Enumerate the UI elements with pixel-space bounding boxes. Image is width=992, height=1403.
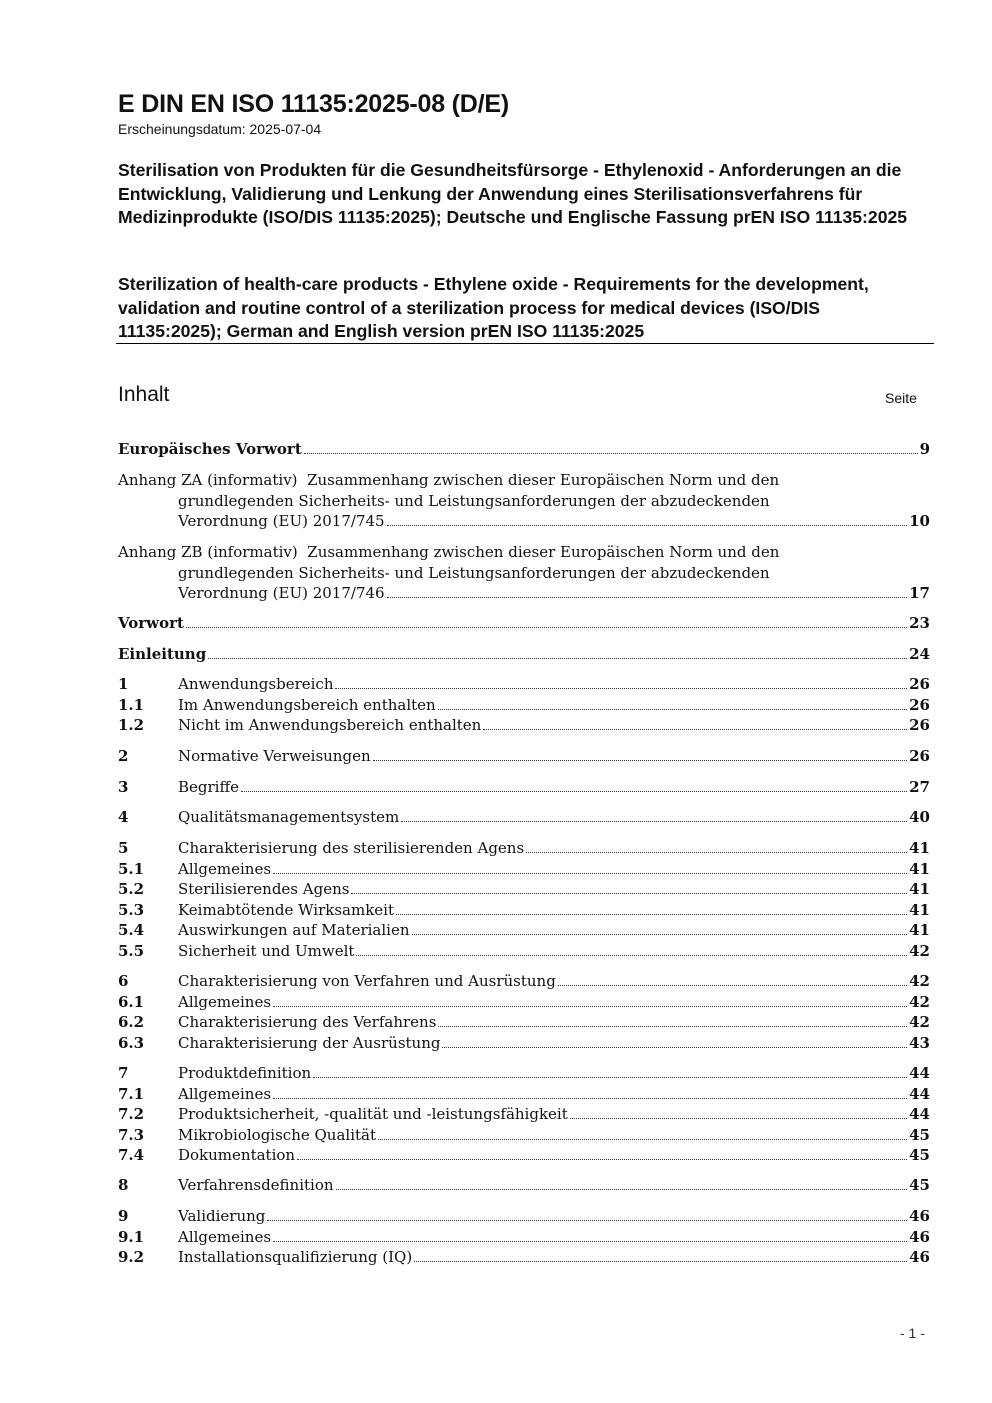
toc-entry-section[interactable] [118, 1175, 930, 1196]
toc-entry-title: Installationsqualifizierung (IQ) [178, 1248, 413, 1266]
toc-entry-title: Charakterisierung des sterilisierenden Agens [178, 839, 525, 857]
toc-section-number: 5.2 [118, 880, 145, 898]
toc-leader-dots [442, 1047, 907, 1048]
toc-entry-title: Allgemeines [178, 1227, 272, 1246]
toc-section-number: 6.1 [118, 992, 145, 1011]
toc-entry-page: 42 [909, 992, 930, 1011]
toc-leader-dots [570, 1118, 907, 1119]
toc-section-number: 7.4 [118, 1146, 145, 1164]
document-id: E DIN EN ISO 11135:2025-08 (D/E) [118, 90, 510, 118]
toc-entry-section[interactable] [118, 715, 930, 736]
toc-entry-page: 26 [909, 716, 930, 734]
toc-annex-title-line: Verordnung (EU) 2017/745 [178, 512, 385, 530]
toc-entry-foreword[interactable] [118, 613, 930, 634]
toc-entry-page: 23 [909, 614, 930, 632]
toc-entry-title: Anwendungsbereich [178, 675, 334, 693]
toc-entry-page: 45 [909, 1176, 930, 1194]
toc-entry-page: 44 [909, 1105, 930, 1123]
toc-page-label: Seite [885, 390, 917, 406]
toc-leader-dots [313, 1077, 907, 1078]
toc-entry-title: Charakterisierung des Verfahrens [178, 1013, 437, 1031]
toc-entry-page: 42 [909, 1013, 930, 1031]
toc-leader-dots [208, 658, 907, 659]
toc-section-number: 9.1 [118, 1227, 145, 1246]
toc-entry-title: Sicherheit und Umwelt [178, 941, 355, 960]
toc-entry-title: Mikrobiologische Qualität [178, 1125, 377, 1144]
toc-section-number: 8 [118, 1176, 129, 1194]
toc-leader-dots [438, 709, 907, 710]
toc-entry-page: 41 [909, 921, 930, 939]
toc-section-number: 5.1 [118, 859, 145, 878]
toc-heading: Inhalt [118, 383, 170, 406]
toc-entry-page: 17 [909, 584, 930, 602]
toc-section-number: 9 [118, 1207, 129, 1225]
toc-entry-page: 10 [909, 512, 930, 530]
toc-leader-dots [414, 1261, 907, 1262]
toc-section-number: 6.3 [118, 1033, 145, 1052]
toc-entry-section[interactable] [118, 971, 930, 992]
toc-annex-title-line: grundlegenden Sicherheits- und Leistungsanforderungen der abzudeckenden [178, 491, 770, 510]
toc-section-number: 7.1 [118, 1084, 145, 1103]
toc-entry-title: Europäisches Vorwort [118, 440, 302, 458]
toc-entry-european-foreword[interactable] [118, 439, 930, 460]
title-german: Sterilisation von Produkten für die Gesundheitsfürsorge - Ethylenoxid - Anforderungen an die Entwicklung, Validierung und Lenkung der Anwendung eines Sterilisationsverfahrens für Medizinprodukte (ISO/DIS 11135:2025); Deutsche und Englische Fassung prEN ISO 11135:2025 [118, 160, 908, 227]
toc-entry-section[interactable] [118, 879, 930, 900]
toc-entry-page: 26 [909, 675, 930, 693]
toc-entry-title: Charakterisierung von Verfahren und Ausrüstung [178, 972, 556, 990]
toc-section-number: 2 [118, 747, 129, 765]
toc-section-number: 5.4 [118, 921, 145, 939]
header-rule [116, 343, 934, 344]
toc-leader-dots [351, 893, 907, 894]
toc-section-number: 1.1 [118, 695, 145, 714]
toc-entry-section[interactable] [118, 674, 930, 695]
toc-leader-dots [387, 525, 908, 526]
toc-entry-annex-zb[interactable] [118, 542, 930, 604]
toc-entry-title: Auswirkungen auf Materialien [178, 921, 410, 939]
toc-entry-section[interactable] [118, 1063, 930, 1084]
toc-entry-page: 44 [909, 1084, 930, 1103]
toc-entry-section[interactable] [118, 1012, 930, 1033]
toc-leader-dots [267, 1220, 907, 1221]
title-english: Sterilization of health-care products - Ethylene oxide - Requirements for the development, validation and routine control of a sterilization process for medical devices (ISO/DIS 11135:2025); German and English version prEN ISO 11135:2025 [118, 274, 869, 341]
toc-entry-title: Produktsicherheit, -qualität und -leistungsfähigkeit [178, 1105, 568, 1123]
toc-entry-section[interactable] [118, 807, 930, 828]
toc-section-number: 9.2 [118, 1248, 145, 1266]
toc-entry-section[interactable] [118, 1145, 930, 1166]
toc-entry-title: Begriffe [178, 778, 240, 796]
publication-date: Erscheinungsdatum: 2025-07-04 [118, 121, 322, 137]
page-number: - 1 - [900, 1325, 925, 1341]
toc-annex-prefix: Anhang ZB (informativ) [118, 543, 298, 561]
toc-section-number: 7 [118, 1064, 129, 1082]
toc-section-number: 5 [118, 839, 129, 857]
toc-leader-dots [401, 821, 907, 822]
toc-leader-dots [387, 597, 908, 598]
toc-section-number: 7.2 [118, 1105, 145, 1123]
toc-section-number: 1 [118, 675, 129, 693]
toc-section-number: 5.3 [118, 900, 145, 919]
toc-section-number: 1.2 [118, 716, 145, 734]
toc-leader-dots [304, 453, 918, 454]
toc-leader-dots [558, 985, 907, 986]
toc-entry-page: 24 [909, 645, 930, 663]
toc-leader-dots [412, 934, 908, 935]
toc-entry-page: 42 [909, 941, 930, 960]
toc-entry-page: 45 [909, 1146, 930, 1164]
toc-entry-introduction[interactable] [118, 644, 930, 665]
toc-entry-title: Qualitätsmanagementsystem [178, 808, 400, 826]
toc-entry-title: Einleitung [118, 645, 207, 663]
toc-entry-section[interactable] [118, 746, 930, 767]
toc-entry-title: Keimabtötende Wirksamkeit [178, 900, 394, 919]
toc-section-number: 7.3 [118, 1125, 145, 1144]
toc-entry-title: Charakterisierung der Ausrüstung [178, 1033, 441, 1052]
toc-entry-page: 41 [909, 900, 930, 919]
toc-leader-dots [526, 852, 907, 853]
toc-entry-page: 27 [909, 778, 930, 796]
toc-entry-section[interactable] [118, 1247, 930, 1268]
toc-entry-title: Im Anwendungsbereich enthalten [178, 695, 436, 714]
toc-entry-section[interactable] [118, 992, 930, 1013]
toc-section-number: 5.5 [118, 941, 145, 960]
toc-leader-dots [356, 955, 907, 956]
toc-entry-page: 43 [909, 1033, 930, 1052]
toc-leader-dots [273, 873, 907, 874]
toc-entry-annex-za[interactable] [118, 470, 930, 532]
toc-entry-section[interactable] [118, 1033, 930, 1054]
toc-entry-title: Nicht im Anwendungsbereich enthalten [178, 716, 482, 734]
toc-entry-section[interactable] [118, 777, 930, 798]
toc-entry-title: Validierung [178, 1207, 266, 1225]
toc-entry-section[interactable] [118, 1084, 930, 1105]
toc-entry-page: 45 [909, 1125, 930, 1144]
toc-leader-dots [336, 1189, 908, 1190]
toc-entry-page: 41 [909, 859, 930, 878]
toc-entry-section[interactable] [118, 900, 930, 921]
toc-entry-page: 41 [909, 839, 930, 857]
toc-entry-section[interactable] [118, 941, 930, 962]
toc-entry-title: Dokumentation [178, 1146, 296, 1164]
toc-entry-page: 46 [909, 1227, 930, 1246]
toc-entry-title: Allgemeines [178, 1084, 272, 1103]
toc-section-number: 3 [118, 778, 129, 796]
toc-leader-dots [335, 688, 907, 689]
toc-entry-title: Verfahrensdefinition [178, 1176, 334, 1194]
toc-entry-title: Allgemeines [178, 859, 272, 878]
toc-leader-dots [273, 1241, 907, 1242]
toc-entry-section[interactable] [118, 859, 930, 880]
toc-leader-dots [273, 1098, 907, 1099]
toc-entry-page: 40 [909, 808, 930, 826]
toc-entry-page: 41 [909, 880, 930, 898]
toc-entry-page: 46 [909, 1207, 930, 1225]
toc-leader-dots [378, 1139, 907, 1140]
toc-entry-page: 26 [909, 747, 930, 765]
toc-entry-section[interactable] [118, 1104, 930, 1125]
toc-annex-title-line: grundlegenden Sicherheits- und Leistungsanforderungen der abzudeckenden [178, 563, 770, 582]
toc-section-number: 6 [118, 972, 129, 990]
toc-entry-page: 44 [909, 1064, 930, 1082]
toc-annex-title-line: Zusammenhang zwischen dieser Europäischen Norm und den [307, 543, 780, 561]
toc-entry-page: 42 [909, 972, 930, 990]
toc-entry-section[interactable] [118, 920, 930, 941]
toc-leader-dots [483, 729, 907, 730]
toc-annex-prefix: Anhang ZA (informativ) [118, 471, 298, 489]
toc-entry-section[interactable] [118, 1227, 930, 1248]
toc-entry-title: Allgemeines [178, 992, 272, 1011]
toc-entry-title: Sterilisierendes Agens [178, 880, 350, 898]
toc-leader-dots [373, 760, 908, 761]
toc-entry-section[interactable] [118, 695, 930, 716]
toc-entry-page: 46 [909, 1248, 930, 1266]
toc-entry-title: Produktdefinition [178, 1064, 312, 1082]
toc-leader-dots [186, 627, 907, 628]
toc-annex-title-line: Verordnung (EU) 2017/746 [178, 584, 385, 602]
toc-annex-title-line: Zusammenhang zwischen dieser Europäischen Norm und den [307, 471, 780, 489]
toc-leader-dots [241, 791, 907, 792]
toc-entry-title: Normative Verweisungen [178, 747, 371, 765]
toc-leader-dots [438, 1026, 907, 1027]
toc-entry-page: 9 [919, 440, 930, 458]
toc-leader-dots [396, 914, 907, 915]
toc-entry-title: Vorwort [118, 614, 184, 632]
toc-leader-dots [273, 1006, 907, 1007]
toc-leader-dots [297, 1159, 907, 1160]
toc-entry-page: 26 [909, 695, 930, 714]
toc-entry-section[interactable] [118, 1125, 930, 1146]
toc-section-number: 4 [118, 808, 129, 826]
toc-entry-section[interactable] [118, 838, 930, 859]
toc-entry-section[interactable] [118, 1206, 930, 1227]
toc-section-number: 6.2 [118, 1013, 145, 1031]
